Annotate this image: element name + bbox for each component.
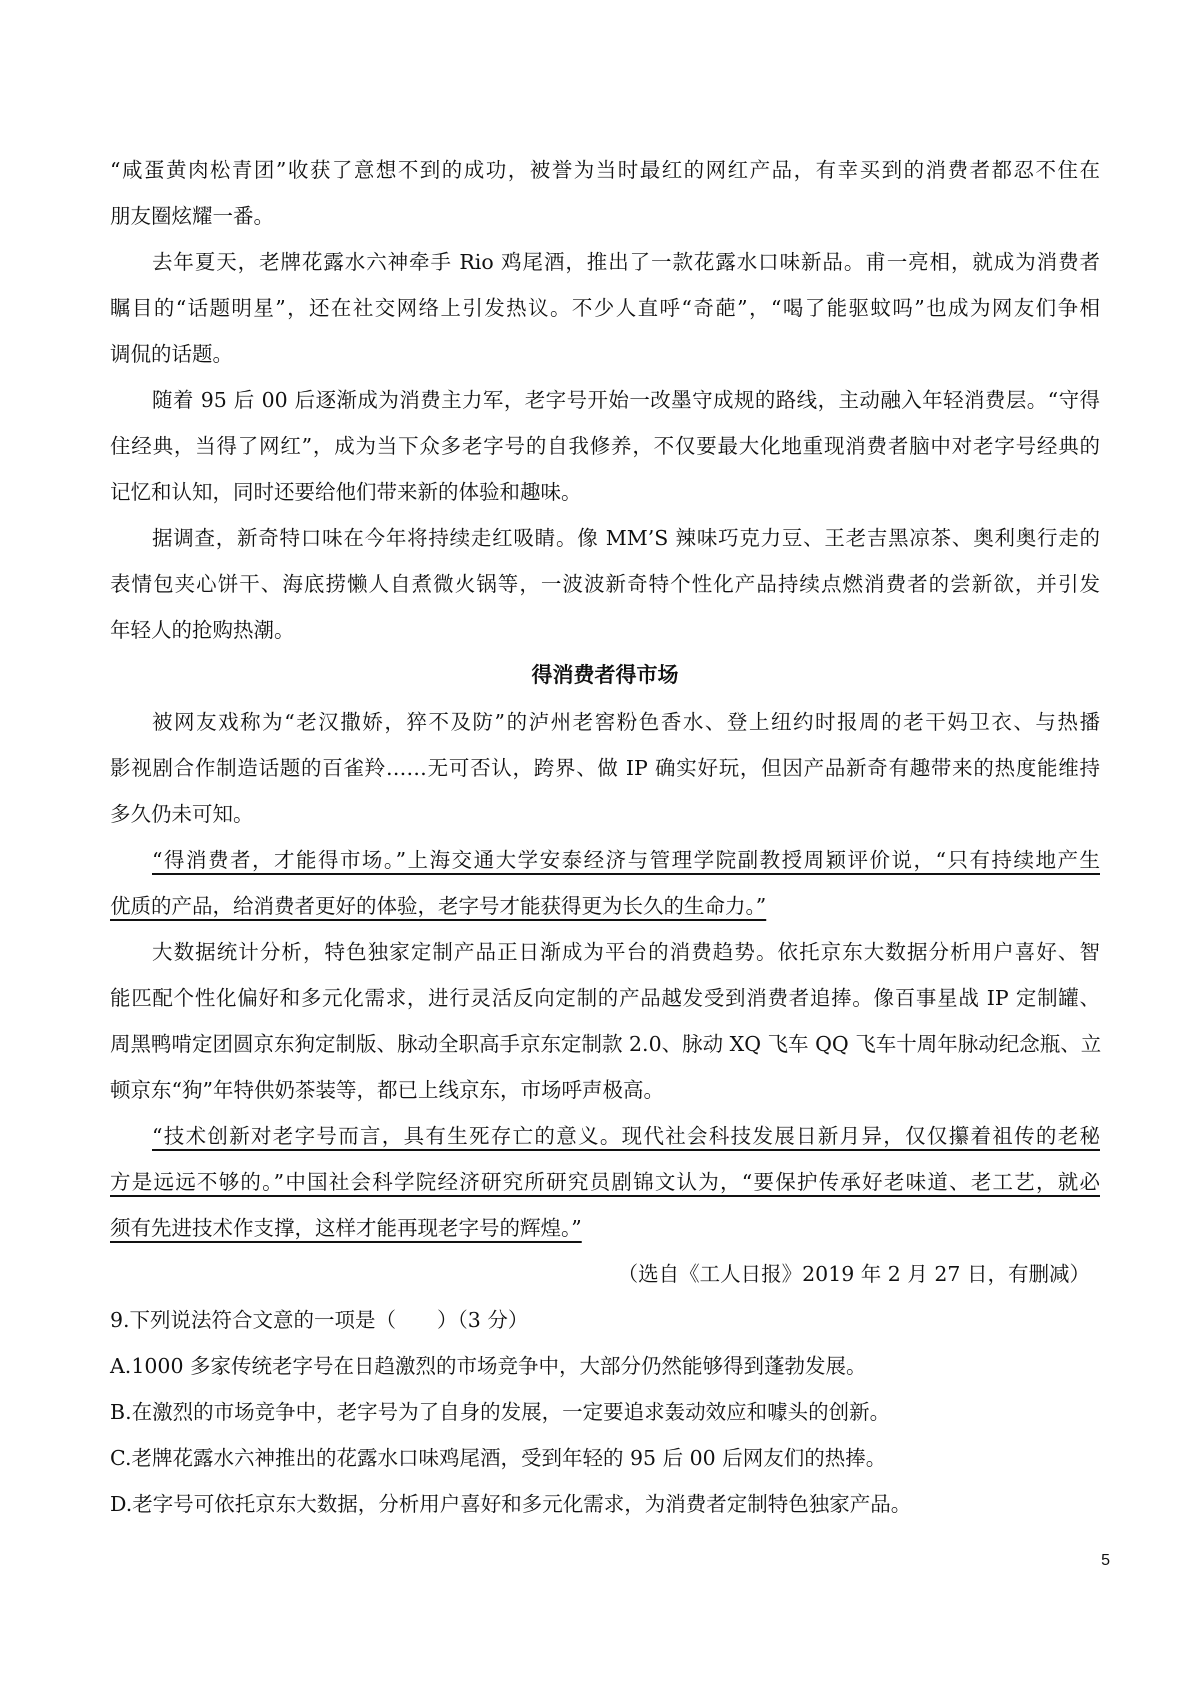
paragraph-line: “咸蛋黄肉松青团”收获了意想不到的成功，被誉为当时最红的网红产品，有幸买到的消费者都忍不住在	[110, 158, 1100, 182]
paragraph-line: 影视剧合作制造话题的百雀羚……无可否认，跨界、做 IP 确实好玩，但因产品新奇有趣带来的热度能维持	[110, 756, 1100, 780]
section-heading: 得消费者得市场	[531, 662, 679, 687]
paragraph-line: 年轻人的抢购热潮。	[110, 618, 295, 642]
paragraph-line: 朋友圈炫耀一番。	[110, 204, 274, 228]
paragraph-line: 表情包夹心饼干、海底捞懒人自煮微火锅等，一波波新奇特个性化产品持续点燃消费者的尝新欲，并引发	[110, 572, 1100, 596]
paragraph-line: 被网友戏称为“老汉撒娇，猝不及防”的泸州老窖粉色香水、登上纽约时报周的老干妈卫衣、与热播	[152, 710, 1100, 734]
question-stem: 9.下列说法符合文意的一项是（ ）（3 分）	[110, 1308, 529, 1332]
option-d: D.老字号可依托京东大数据，分析用户喜好和多元化需求，为消费者定制特色独家产品。	[110, 1492, 912, 1516]
paragraph-line: 去年夏天，老牌花露水六神牵手 Rio 鸡尾酒，推出了一款花露水口味新品。甫一亮相，就成为消费者	[152, 250, 1100, 274]
paragraph-line: 周黑鸭啃定团圆京东狗定制版、脉动全职高手京东定制款 2.0、脉动 XQ 飞车 QQ 飞车十周年脉动纪念瓶、立	[110, 1032, 1102, 1056]
underlined-quote-line: 方是远远不够的。”中国社会科学院经济研究所研究员剧锦文认为，“要保护传承好老味道、老工艺，就必	[110, 1170, 1100, 1194]
source-note: （选自《工人日报》2019 年 2 月 27 日，有删减）	[617, 1262, 1090, 1286]
underlined-quote-line: 须有先进技术作支撑，这样才能再现老字号的辉煌。”	[110, 1216, 582, 1240]
paragraph-line: 随着 95 后 00 后逐渐成为消费主力军，老字号开始一改墨守成规的路线，主动融入年轻消费层。“守得	[152, 388, 1100, 412]
paragraph-line: 调侃的话题。	[110, 342, 233, 366]
paragraph-line: 顿京东“狗”年特供奶茶装等，都已上线京东，市场呼声极高。	[110, 1078, 664, 1102]
underlined-quote-line: “得消费者，才能得市场。”上海交通大学安泰经济与管理学院副教授周颖评价说，“只有持续地产生	[152, 848, 1100, 872]
paragraph-line: 记忆和认知，同时还要给他们带来新的体验和趣味。	[110, 480, 582, 504]
paragraph-line: 大数据统计分析，特色独家定制产品正日渐成为平台的消费趋势。依托京东大数据分析用户喜好、智	[152, 940, 1100, 964]
paragraph-line: 住经典，当得了网红”，成为当下众多老字号的自我修养，不仅要最大化地重现消费者脑中对老字号经典的	[110, 434, 1100, 458]
option-b: B.在激烈的市场竞争中，老字号为了自身的发展，一定要追求轰动效应和噱头的创新。	[110, 1400, 891, 1424]
page-number: 5	[1101, 1552, 1110, 1569]
underlined-quote-line: 优质的产品，给消费者更好的体验，老字号才能获得更为长久的生命力。”	[110, 894, 767, 918]
paragraph-line: 瞩目的“话题明星”，还在社交网络上引发热议。不少人直呼“奇葩”，“喝了能驱蚊吗”也成为网友们争相	[110, 296, 1100, 320]
underlined-quote-line: “技术创新对老字号而言，具有生死存亡的意义。现代社会科技发展日新月异，仅仅攥着祖传的老秘	[152, 1124, 1100, 1148]
option-a: A.1000 多家传统老字号在日趋激烈的市场竞争中，大部分仍然能够得到蓬勃发展。	[110, 1354, 867, 1378]
paragraph-line: 多久仍未可知。	[110, 802, 254, 826]
paragraph-line: 据调查，新奇特口味在今年将持续走红吸睛。像 MM’S 辣味巧克力豆、王老吉黑凉茶、奥利奥行走的	[152, 526, 1100, 550]
paragraph-line: 能匹配个性化偏好和多元化需求，进行灵活反向定制的产品越发受到消费者追捧。像百事星战 IP 定制罐、	[110, 986, 1100, 1010]
option-c: C.老牌花露水六神推出的花露水口味鸡尾酒，受到年轻的 95 后 00 后网友们的热捧。	[110, 1446, 887, 1470]
